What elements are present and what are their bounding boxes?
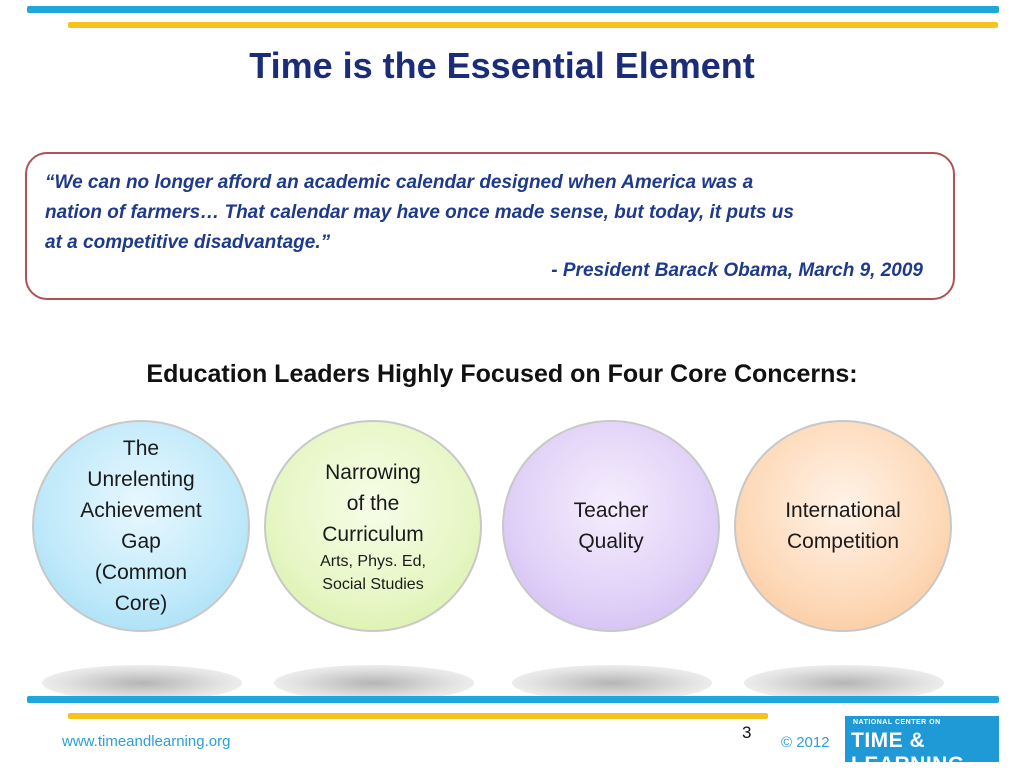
concern-label-line: International (785, 499, 901, 522)
concern-label-line: Gap (121, 530, 161, 553)
top-blue-bar (27, 6, 999, 13)
concern-sublabel-line: Social Studies (322, 575, 424, 593)
concern-label-line: Narrowing (325, 460, 421, 484)
concern-teacher-quality (502, 420, 720, 632)
concern-narrowing-curriculum (264, 420, 482, 632)
concern-label-line: Achievement (80, 499, 202, 522)
concern-international-competition (734, 420, 952, 632)
concern-label-line: Competition (786, 530, 900, 553)
organization-logo (845, 716, 999, 776)
logo-wordmark: TIME & LEARNING (851, 729, 965, 776)
concern-label-line: of the (346, 491, 400, 515)
concern-label-line: Teacher (573, 499, 649, 522)
concern-label-line: Quality (578, 530, 644, 553)
page-number: 3 (742, 723, 752, 742)
quote-line-3: at a competitive disadvantage.” (45, 232, 331, 253)
concern-sublabel-line: Arts, Phys. Ed, (320, 552, 426, 570)
concern-label-line: (Common (94, 561, 188, 584)
concern-achievement-gap (32, 420, 250, 632)
section-subheading: Education Leaders Highly Focused on Four Core Concerns: (146, 360, 858, 388)
concern-label-line: Curriculum (322, 522, 424, 546)
footer-website-link[interactable]: www.timeandlearning.org (62, 733, 231, 750)
concern-label-line: Unrelenting (87, 468, 195, 491)
logo-subtitle: NATIONAL CENTER ON (853, 719, 941, 726)
quote-line-2: nation of farmers… That calendar may have once made sense, but today, it puts us (45, 202, 794, 223)
quote-line-1: “We can no longer afford an academic calendar designed when America was a (45, 172, 754, 193)
quote-box (25, 152, 955, 300)
copyright-notice: © 2012 (781, 734, 830, 751)
bottom-gold-bar (68, 713, 768, 719)
bottom-blue-bar (27, 696, 999, 703)
quote-attribution: - President Barack Obama, March 9, 2009 (551, 260, 923, 281)
quote-text (45, 168, 935, 258)
slide-title: Time is the Essential Element (249, 45, 755, 86)
top-gold-bar (68, 22, 998, 28)
concern-label-line: Core) (114, 592, 168, 615)
concern-label-line: The (122, 437, 160, 460)
